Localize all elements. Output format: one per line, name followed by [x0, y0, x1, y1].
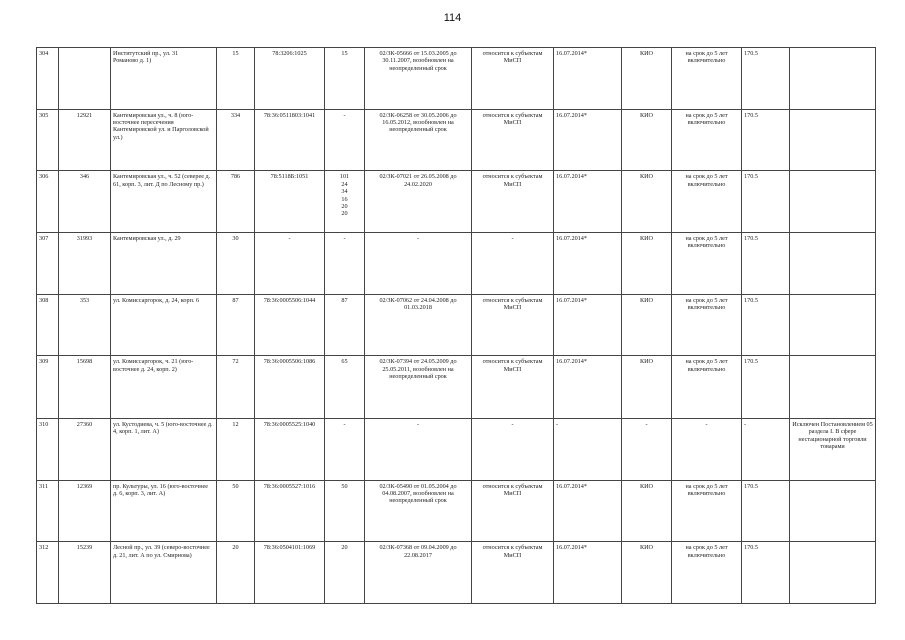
- table-row: [37, 356, 876, 419]
- table-row: [37, 48, 876, 110]
- address-cell: Институтский пр., ул. 31 Романово д. 1): [111, 48, 217, 110]
- category-cell: относится к субъектам МиСП: [472, 48, 554, 110]
- contract-cell: 02/ЗК-07021 от 26.05.2008 до 24.02.2020: [365, 171, 472, 233]
- address-cell: Лесной пр., ул. 39 (северо-восточнее д. 21, лит. А по ул. Смирнова): [111, 542, 217, 604]
- area-cell: 87: [217, 294, 255, 356]
- authority-cell: КИО: [622, 232, 672, 294]
- rate-cell: 170.5: [742, 232, 790, 294]
- note-cell: [790, 109, 876, 171]
- cadastral-number: 78:5118Б:1051: [255, 171, 325, 233]
- contract-cell: 02/ЗК-05490 от 01.05.2004 до 04.08.2007, возобновлен на неопределенный срок: [365, 480, 472, 542]
- area-cell: 15: [217, 48, 255, 110]
- contract-cell: 02/ЗК-07368 от 09.04.2009 до 22.08.2017: [365, 542, 472, 604]
- note-cell: [790, 542, 876, 604]
- contract-cell: -: [365, 418, 472, 480]
- category-cell: относится к субъектам МиСП: [472, 480, 554, 542]
- rented-area: 65: [325, 356, 365, 419]
- contract-cell: 02/ЗК-07394 от 24.05.2009 до 25.05.2011, возобновлен на неопределенный срок: [365, 356, 472, 419]
- cadastral-number: 78:36:0511803:1041: [255, 109, 325, 171]
- rented-area: 15: [325, 48, 365, 110]
- table-row: [37, 418, 876, 480]
- note-cell: Исключен Постановлением 05 раздела I. В сфере нестационарной торговли товарами: [790, 418, 876, 480]
- cadastral-number: -: [255, 232, 325, 294]
- table-row: [37, 294, 876, 356]
- rented-area: -: [325, 418, 365, 480]
- note-cell: [790, 232, 876, 294]
- date-cell: 16.07.2014*: [554, 356, 622, 419]
- note-cell: [790, 480, 876, 542]
- rented-area: -: [325, 232, 365, 294]
- cadastral-number: 78:36:0005506:1086: [255, 356, 325, 419]
- contract-cell: 02/ЗК-07062 от 24.04.2008 до 01.03.2018: [365, 294, 472, 356]
- date-cell: -: [554, 418, 622, 480]
- address-cell: ул. Кустодиева, ч. 5 (юго-восточнее д. 4, корп. 1, лит. А): [111, 418, 217, 480]
- authority-cell: КИО: [622, 109, 672, 171]
- row-number: 308: [37, 294, 59, 356]
- rate-cell: 170.5: [742, 48, 790, 110]
- registry-table: [36, 47, 876, 604]
- authority-cell: КИО: [622, 294, 672, 356]
- object-code: [59, 48, 111, 110]
- date-cell: 16.07.2014*: [554, 480, 622, 542]
- category-cell: относится к субъектам МиСП: [472, 294, 554, 356]
- term-cell: на срок до 5 лет включительно: [672, 294, 742, 356]
- cadastral-number: 78:36:0005506:1044: [255, 294, 325, 356]
- date-cell: 16.07.2014*: [554, 542, 622, 604]
- date-cell: 16.07.2014*: [554, 171, 622, 233]
- address-cell: Кантемировская ул., ч. 8 (юго-восточнее пересечения Кантемировской ул. и Парголовской ул.): [111, 109, 217, 171]
- address-cell: Кантемировская ул., д. 29: [111, 232, 217, 294]
- object-code: 12369: [59, 480, 111, 542]
- category-cell: относится к субъектам МиСП: [472, 542, 554, 604]
- term-cell: на срок до 5 лет включительно: [672, 356, 742, 419]
- object-code: 31993: [59, 232, 111, 294]
- authority-cell: КИО: [622, 171, 672, 233]
- category-cell: -: [472, 232, 554, 294]
- row-number: 306: [37, 171, 59, 233]
- note-cell: [790, 294, 876, 356]
- contract-cell: 02/ЗК-06258 от 30.05.2006 до 16.05.2012, возобновлен на неопределенный срок: [365, 109, 472, 171]
- date-cell: 16.07.2014*: [554, 48, 622, 110]
- rate-cell: 170.5: [742, 542, 790, 604]
- object-code: 346: [59, 171, 111, 233]
- date-cell: 16.07.2014*: [554, 232, 622, 294]
- object-code: 15239: [59, 542, 111, 604]
- authority-cell: КИО: [622, 48, 672, 110]
- object-code: 12921: [59, 109, 111, 171]
- category-cell: относится к субъектам МиСП: [472, 356, 554, 419]
- address-cell: ул. Комиссаргорок, д. 24, корп. 6: [111, 294, 217, 356]
- rented-area: 101 24 34 16 20 20: [325, 171, 365, 233]
- authority-cell: КИО: [622, 542, 672, 604]
- object-code: 27360: [59, 418, 111, 480]
- note-cell: [790, 171, 876, 233]
- row-number: 304: [37, 48, 59, 110]
- rate-cell: 170.5: [742, 294, 790, 356]
- table-row: [37, 109, 876, 171]
- category-cell: относится к субъектам МиСП: [472, 171, 554, 233]
- cadastral-number: 78:36:0005527:1016: [255, 480, 325, 542]
- category-cell: -: [472, 418, 554, 480]
- address-cell: ул. Комиссаргорок, ч. 21 (юго-восточнее д. 24, корп. 2): [111, 356, 217, 419]
- term-cell: на срок до 5 лет включительно: [672, 48, 742, 110]
- term-cell: на срок до 5 лет включительно: [672, 171, 742, 233]
- rate-cell: 170.5: [742, 171, 790, 233]
- category-cell: относится к субъектам МиСП: [472, 109, 554, 171]
- row-number: 305: [37, 109, 59, 171]
- rate-cell: 170.5: [742, 480, 790, 542]
- authority-cell: КИО: [622, 480, 672, 542]
- date-cell: 16.07.2014*: [554, 109, 622, 171]
- row-number: 309: [37, 356, 59, 419]
- page-number: 114: [443, 12, 462, 24]
- object-code: 15698: [59, 356, 111, 419]
- contract-cell: -: [365, 232, 472, 294]
- note-cell: [790, 48, 876, 110]
- area-cell: 20: [217, 542, 255, 604]
- contract-cell: 02/ЗК-05666 от 15.03.2005 до 30.11.2007, возобновлен на неопределенный срок: [365, 48, 472, 110]
- date-cell: 16.07.2014*: [554, 294, 622, 356]
- cadastral-number: 78:36:0504101:1069: [255, 542, 325, 604]
- rate-cell: 170.5: [742, 109, 790, 171]
- area-cell: 12: [217, 418, 255, 480]
- row-number: 311: [37, 480, 59, 542]
- authority-cell: КИО: [622, 356, 672, 419]
- object-code: 353: [59, 294, 111, 356]
- term-cell: -: [672, 418, 742, 480]
- term-cell: на срок до 5 лет включительно: [672, 480, 742, 542]
- rented-area: -: [325, 109, 365, 171]
- area-cell: 786: [217, 171, 255, 233]
- term-cell: на срок до 5 лет включительно: [672, 542, 742, 604]
- rented-area: 87: [325, 294, 365, 356]
- address-cell: Кантемировская ул., ч. 52 (северее д. 61, корп. 3, лит. Д по Лесному пр.): [111, 171, 217, 233]
- cadastral-number: 78:36:0005525:1040: [255, 418, 325, 480]
- table-row: [37, 232, 876, 294]
- area-cell: 30: [217, 232, 255, 294]
- term-cell: на срок до 5 лет включительно: [672, 232, 742, 294]
- rate-cell: -: [742, 418, 790, 480]
- address-cell: пр. Культуры, ул. 16 (юго-восточнее д. 6, корп. 3, лит. А): [111, 480, 217, 542]
- table-row: [37, 542, 876, 604]
- table-row: [37, 480, 876, 542]
- authority-cell: -: [622, 418, 672, 480]
- row-number: 312: [37, 542, 59, 604]
- rate-cell: 170.5: [742, 356, 790, 419]
- rented-area: 50: [325, 480, 365, 542]
- area-cell: 50: [217, 480, 255, 542]
- area-cell: 334: [217, 109, 255, 171]
- cadastral-number: 78:3206:1025: [255, 48, 325, 110]
- rented-area: 20: [325, 542, 365, 604]
- term-cell: на срок до 5 лет включительно: [672, 109, 742, 171]
- note-cell: [790, 356, 876, 419]
- area-cell: 72: [217, 356, 255, 419]
- table-row: [37, 171, 876, 233]
- row-number: 307: [37, 232, 59, 294]
- row-number: 310: [37, 418, 59, 480]
